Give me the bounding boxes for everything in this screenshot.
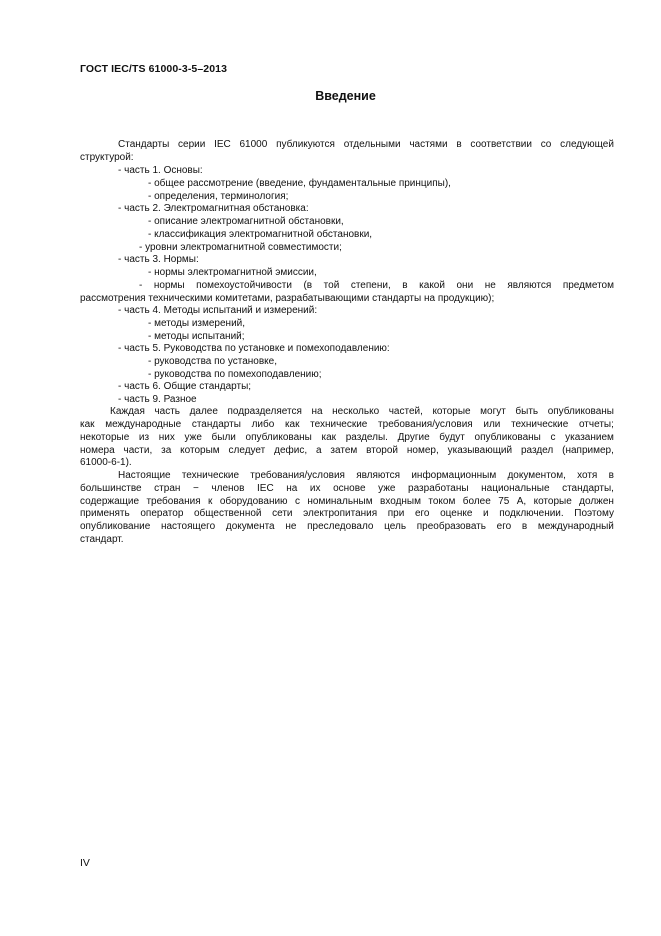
list-part-2-item-c: - уровни электромагнитной совместимости; (139, 242, 342, 253)
list-part-1-item-b: - определения, терминология; (148, 191, 289, 202)
list-part-4: - часть 4. Методы испытаний и измерений: (118, 305, 318, 316)
document-code: ГОСТ IEC/TS 61000-3-5–2013 (80, 63, 228, 75)
para2-line-3: некоторые из них уже были опубликованы как разделы. Другие будут опубликованы с указанием (80, 432, 614, 443)
list-part-4-item-b: - методы испытаний; (148, 331, 245, 342)
para2-line-5: 61000-6-1). (80, 457, 132, 468)
list-part-1: - часть 1. Основы: (118, 165, 203, 176)
list-part-3-item-b-line-1: - нормы помехоустойчивости (в той степени, в какой они не являются предметом (139, 280, 614, 291)
para3-line-6: стандарт. (80, 534, 124, 545)
list-part-9: - часть 9. Разное (118, 394, 197, 405)
para2-line-1: Каждая часть далее подразделяется на несколько частей, которые могут быть опубликованы (110, 406, 614, 417)
page-number: IV (80, 857, 90, 869)
para3-line-3: содержащие требования к оборудованию с номинальным входным током более 75 А, которые должен (80, 496, 614, 507)
list-part-3: - часть 3. Нормы: (118, 254, 199, 265)
list-part-5-item-b: - руководства по помехоподавлению; (148, 369, 322, 380)
list-part-3-item-b-line-2: рассмотрения техническими комитетами, разрабатывающими стандарты на продукцию); (80, 293, 495, 304)
intro-line-1: Стандарты серии IEC 61000 публикуются отдельными частями в соответствии со следующей (118, 139, 614, 150)
list-part-5: - часть 5. Руководства по установке и помехоподавлению: (118, 343, 390, 354)
list-part-1-item-a: - общее рассмотрение (введение, фундаментальные принципы), (148, 178, 451, 189)
list-part-2-item-b: - классификация электромагнитной обстановки, (148, 229, 373, 240)
para3-line-1: Настоящие технические требования/условия являются информационным документом, хотя в (118, 470, 614, 481)
list-part-5-item-a: - руководства по установке, (148, 356, 277, 367)
para2-line-2: как международные стандарты либо как технические требования/условия или технические отчеты; (80, 419, 614, 430)
list-part-2: - часть 2. Электромагнитная обстановка: (118, 203, 309, 214)
para3-line-5: опубликование настоящего документа не преследовало цель преобразовать его в международный (80, 521, 614, 532)
section-title: Введение (315, 89, 376, 103)
list-part-3-item-a: - нормы электромагнитной эмиссии, (148, 267, 317, 278)
list-part-4-item-a: - методы измерений, (148, 318, 246, 329)
para3-line-2: большинстве стран − членов IEC на их основе уже разработаны национальные стандарты, (80, 483, 614, 494)
para2-line-4: номера части, за которым следует дефис, а затем второй номер, указывающий раздел (например, (80, 445, 614, 456)
para3-line-4: применять оператор общественной сети электропитания при его оценке и подключении. Поэтому (80, 508, 614, 519)
list-part-6: - часть 6. Общие стандарты; (118, 381, 252, 392)
intro-line-2: структурой: (80, 152, 134, 163)
list-part-2-item-a: - описание электромагнитной обстановки, (148, 216, 344, 227)
